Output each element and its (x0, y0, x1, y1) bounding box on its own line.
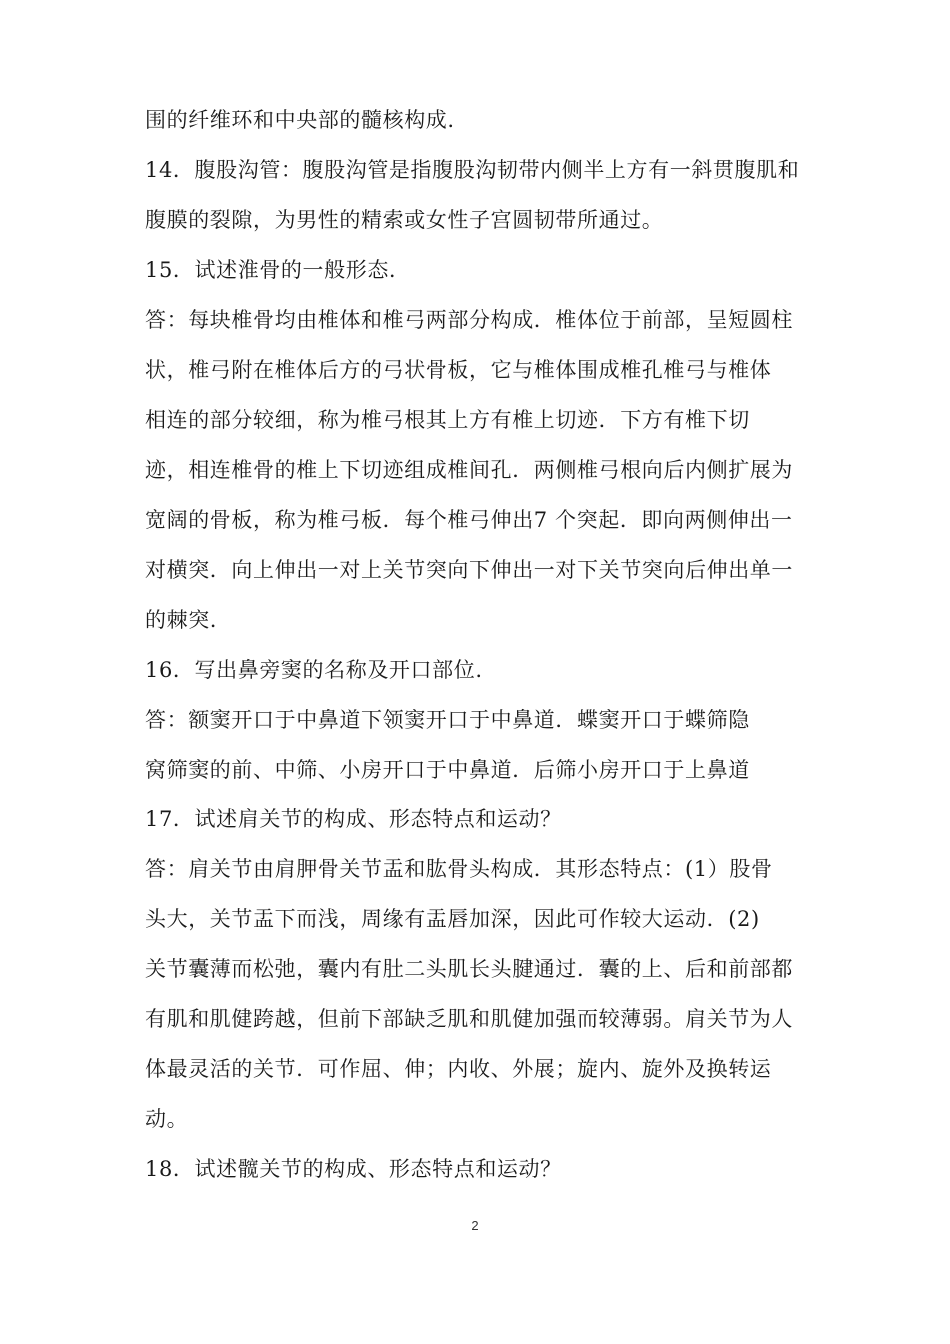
text-line: 有肌和肌健跨越，但前下部缺乏肌和肌健加强而较薄弱。肩关节为人 (145, 1007, 793, 1031)
text-line: 宽阔的骨板，称为椎弓板．每个椎弓伸出7 个突起．即向两侧伸出一 (145, 508, 793, 532)
text-line: 围的纤维环和中央部的髓核构成. (145, 108, 455, 132)
text-line: 相连的部分较细，称为椎弓根其上方有椎上切迹．下方有椎下切 (145, 408, 750, 432)
page-number: 2 (471, 1218, 479, 1233)
text-line: 迹，相连椎骨的椎上下切迹组成椎间孔．两侧椎弓根向后内侧扩展为 (145, 458, 793, 482)
text-line: 14．腹股沟管：腹股沟管是指腹股沟韧带内侧半上方有一斜贯腹肌和 (145, 158, 800, 182)
text-line: 的棘突. (145, 608, 218, 632)
text-line: 答：肩关节由肩胛骨关节盂和肱骨头构成．其形态特点：(1）股骨 (145, 857, 773, 881)
text-line: 腹膜的裂隙，为男性的精索或女性子宫圆韧带所通过。 (145, 208, 664, 232)
text-line: 17．试述肩关节的构成、形态特点和运动？ (145, 807, 562, 831)
text-line: 16．写出鼻旁窦的名称及开口部位. (145, 658, 483, 682)
text-line: 关节囊薄而松弛，囊内有肚二头肌长头腱通过．囊的上、后和前部都 (145, 957, 793, 981)
text-line: 窝筛窦的前、中筛、小房开口于中鼻道．后筛小房开口于上鼻道 (145, 758, 750, 782)
text-line: 答：额窦开口于中鼻道下领窦开口于中鼻道．蝶窦开口于蝶筛隐 (145, 708, 750, 732)
text-line: 头大，关节盂下而浅，周缘有盂唇加深，因此可作较大运动．(2) (145, 907, 760, 931)
text-line: 体最灵活的关节．可作屈、伸；内收、外展；旋内、旋外及换转运 (145, 1057, 772, 1081)
text-line: 15．试述淮骨的一般形态. (145, 258, 397, 282)
text-line: 答：每块椎骨均由椎体和椎弓两部分构成．椎体位于前部，呈短圆柱 (145, 308, 793, 332)
text-line: 状，椎弓附在椎体后方的弓状骨板，它与椎体围成椎孔椎弓与椎体 (145, 358, 772, 382)
text-line: 对横突．向上伸出一对上关节突向下伸出一对下关节突向后伸出单一 (145, 558, 793, 582)
text-line: 18．试述髋关节的构成、形态特点和运动？ (145, 1157, 562, 1181)
text-line: 动。 (145, 1107, 189, 1131)
